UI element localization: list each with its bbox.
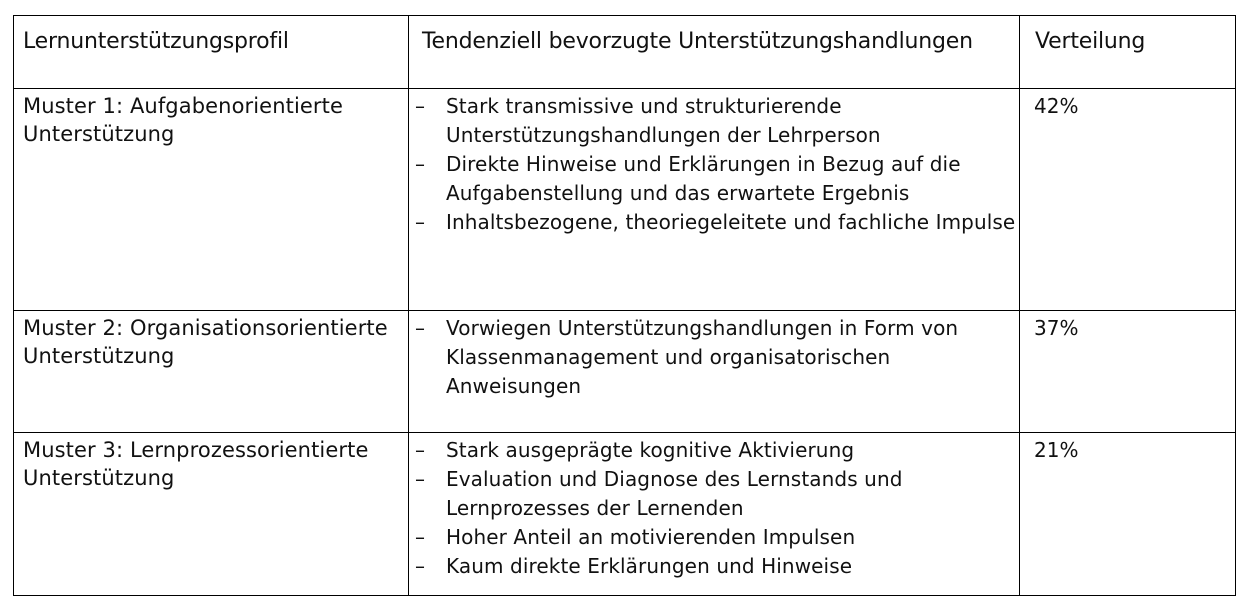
table-row	[14, 433, 1236, 596]
list-item	[415, 523, 1019, 552]
list-item	[415, 436, 1019, 465]
pattern-name-cell	[14, 433, 409, 596]
table-header-row	[14, 16, 1236, 89]
list-item	[415, 208, 1019, 237]
actions-list	[409, 89, 1019, 237]
pattern-name: Unterstützung	[23, 344, 175, 368]
distribution-value: 37%	[1020, 311, 1236, 433]
support-profile-table	[13, 15, 1236, 596]
dash-bullet-icon: –	[415, 554, 426, 578]
pattern-name: Muster 1: Aufgabenorientierte	[23, 94, 343, 118]
distribution-value: 21%	[1020, 433, 1236, 596]
actions-cell	[409, 433, 1020, 596]
actions-cell	[409, 311, 1020, 433]
dash-bullet-icon: –	[415, 467, 426, 491]
pattern-name: Muster 3: Lernprozessorientierte	[23, 438, 369, 462]
list-item	[415, 314, 1019, 401]
table-row	[14, 89, 1236, 311]
actions-list	[409, 433, 1019, 581]
pattern-name: Unterstützung	[23, 466, 175, 490]
list-item	[415, 150, 1019, 208]
list-item	[415, 552, 1019, 581]
dash-bullet-icon: –	[415, 438, 426, 462]
header-profile: Lernunterstützungsprofil	[14, 16, 409, 89]
actions-cell	[409, 89, 1020, 311]
list-item	[415, 92, 1019, 150]
list-item-text: Hoher Anteil an motivierenden Impulsen	[446, 525, 856, 549]
dash-bullet-icon: –	[415, 152, 426, 176]
distribution-value: 42%	[1020, 89, 1236, 311]
header-actions: Tendenziell bevorzugte Unterstützungshandlungen	[409, 16, 1020, 89]
list-item-text: Vorwiegen Unterstützungshandlungen in Form von Klassenmanagement und organisatorischen Anweisungen	[446, 316, 959, 398]
list-item-text: Stark transmissive und strukturierende Unterstützungshandlungen der Lehrperson	[446, 94, 881, 147]
list-item-text: Stark ausgeprägte kognitive Aktivierung	[446, 438, 855, 462]
list-item	[415, 465, 1019, 523]
dash-bullet-icon: –	[415, 94, 426, 118]
list-item-text: Evaluation und Diagnose des Lernstands und Lernprozesses der Lernenden	[446, 467, 903, 520]
dash-bullet-icon: –	[415, 525, 426, 549]
list-item-text: Direkte Hinweise und Erklärungen in Bezug auf die Aufgabenstellung und das erwartete Ergebnis	[446, 152, 961, 205]
pattern-name: Muster 2: Organisationsorientierte	[23, 316, 388, 340]
pattern-name-cell	[14, 311, 409, 433]
table-row	[14, 311, 1236, 433]
pattern-name: Unterstützung	[23, 122, 175, 146]
pattern-name-cell	[14, 89, 409, 311]
header-distribution: Verteilung	[1020, 16, 1236, 89]
list-item-text: Inhaltsbezogene, theoriegeleitete und fachliche Impulse	[446, 210, 1016, 234]
dash-bullet-icon: –	[415, 210, 426, 234]
list-item-text: Kaum direkte Erklärungen und Hinweise	[446, 554, 853, 578]
dash-bullet-icon: –	[415, 316, 426, 340]
actions-list	[409, 311, 1019, 401]
